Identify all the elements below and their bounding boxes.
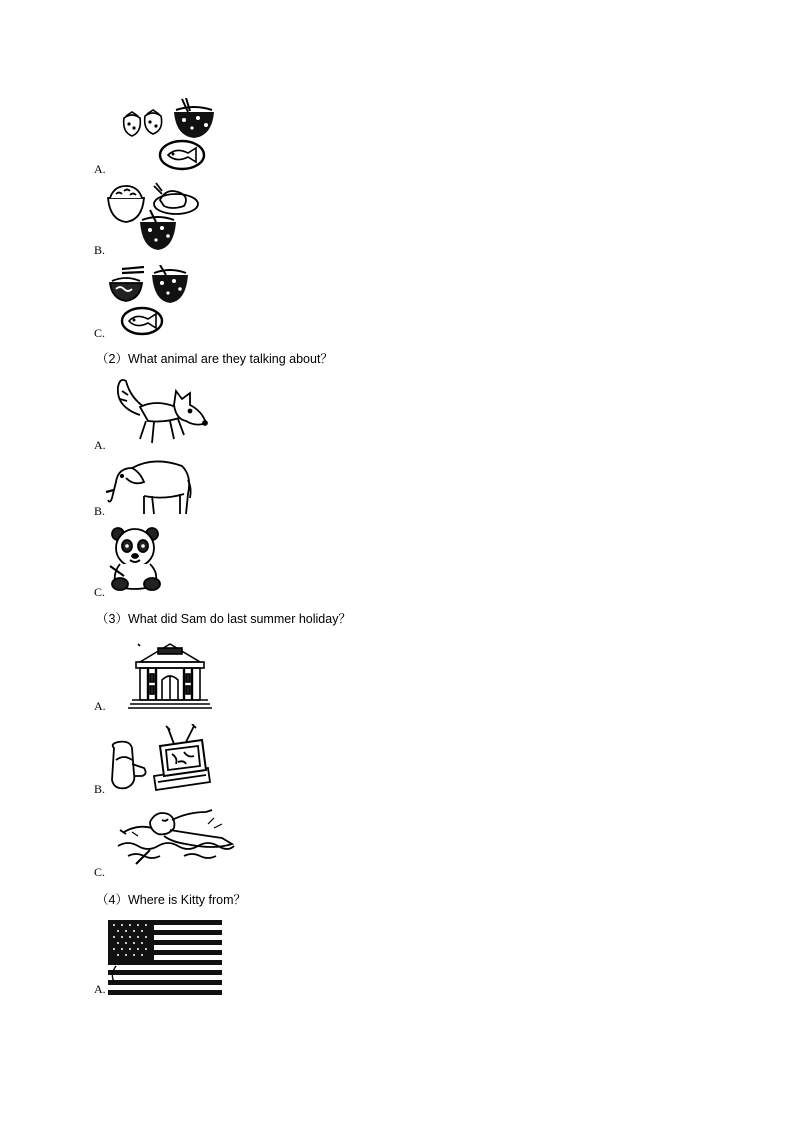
watching-tv-icon	[108, 724, 214, 794]
q3-question: （3）What did Sam do last summer holiday？	[96, 612, 351, 626]
elephant-icon	[104, 458, 194, 516]
fish-plate-icon	[160, 141, 204, 169]
q2-a-letter: A.	[94, 438, 106, 452]
vegetable-bowl-icon	[174, 98, 214, 138]
q1-a-picture	[118, 98, 218, 174]
q3-a-picture	[128, 640, 212, 710]
q1-c-letter: C.	[94, 326, 106, 340]
q1-b-letter: B.	[94, 243, 106, 257]
noodle-bowl-icon	[110, 267, 144, 301]
q2-b-picture	[104, 458, 194, 516]
q3-c-letter: C.	[94, 865, 106, 879]
q1-b-picture	[106, 180, 202, 254]
usa-flag-icon	[106, 918, 224, 996]
q4-question: （4）Where is Kitty from？	[96, 893, 247, 907]
q3-a-letter: A.	[94, 699, 106, 713]
vegetable-bowl-icon	[152, 265, 188, 303]
q1-a-letter: A.	[94, 162, 106, 176]
panda-icon	[106, 526, 170, 592]
q2-c-letter: C.	[94, 585, 106, 599]
q4-a-picture	[106, 918, 224, 996]
q2-c-picture	[106, 526, 170, 592]
q3-b-letter: B.	[94, 782, 106, 796]
q1-c-picture	[108, 265, 192, 337]
swimming-icon	[114, 806, 238, 866]
fox-icon	[110, 377, 214, 447]
q2-question: （2）What animal are they talking about？	[96, 352, 333, 366]
q3-b-picture	[108, 724, 214, 794]
strawberries-icon	[124, 110, 162, 136]
fish-plate-icon	[122, 308, 162, 334]
vegetable-bowl-icon	[140, 210, 176, 250]
museum-icon	[128, 640, 212, 710]
q4-a-letter: A.	[94, 982, 106, 996]
q3-c-picture	[114, 806, 238, 866]
rice-bowl-icon	[108, 186, 144, 222]
chicken-plate-icon	[154, 183, 198, 214]
q2-a-picture	[110, 377, 214, 447]
q2-b-letter: B.	[94, 504, 106, 518]
